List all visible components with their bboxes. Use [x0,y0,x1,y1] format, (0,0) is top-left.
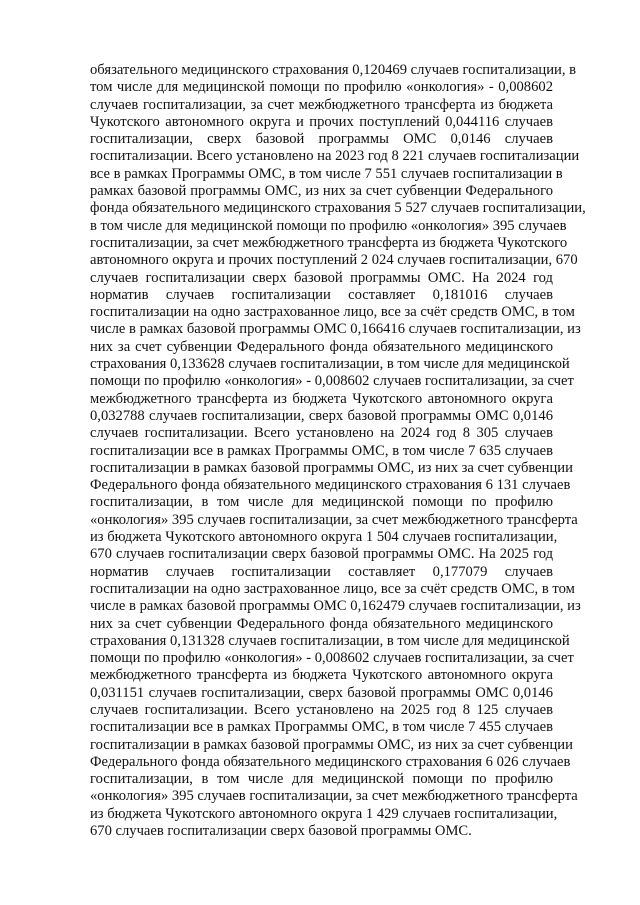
text-line: все в рамках Программы ОМС, в том числе 7 551 случаев госпитализации в [90,165,563,182]
text-line: случаев госпитализации. Всего установлено на 2025 год 8 125 случаев [90,701,553,718]
text-line: числе в рамках базовой программы ОМС 0,166416 случаев госпитализации, из [90,321,581,338]
text-line: из бюджета Чукотского автономного округа 1 429 случаев госпитализации, [90,805,558,822]
text-line: числе в рамках базовой программы ОМС 0,162479 случаев госпитализации, из [90,598,581,615]
text-line: 0,031151 случаев госпитализации, сверх базовой программы ОМС 0,0146 [90,684,553,701]
body-paragraph [90,62,586,840]
text-line: госпитализации, сверх базовой программы ОМС 0,0146 случаев [90,131,553,148]
text-line: страхования 0,133628 случаев госпитализации, в том числе для медицинской [90,356,570,373]
text-line: госпитализации в рамках базовой программы ОМС, из них за счет субвенции [90,736,573,753]
text-line: рамках базовой программы ОМС, из них за счет субвенции Федерального [90,183,553,200]
text-line: госпитализации на одно застрахованное лицо, все за счёт средств ОМС, в том [90,580,575,597]
text-line: случаев госпитализации. Всего установлено на 2024 год 8 305 случаев [90,425,553,442]
text-line: госпитализации все в рамках Программы ОМС, в том числе 7 455 случаев [90,719,553,736]
text-line: них за счет субвенции Федерального фонда обязательного медицинского [90,338,553,355]
text-line: них за счет субвенции Федерального фонда обязательного медицинского [90,615,553,632]
text-line: госпитализации, в том числе для медицинской помощи по профилю [90,494,553,511]
text-line: госпитализации, в том числе для медицинской помощи по профилю [90,771,553,788]
text-line: госпитализации на одно застрахованное лицо, все за счёт средств ОМС, в том [90,304,575,321]
text-line: случаев госпитализации, за счет межбюджетного трансферта из бюджета [90,96,553,113]
text-line: том числе для медицинской помощи по профилю «онкология» - 0,008602 [90,79,553,96]
text-line: «онкология» 395 случаев госпитализации, за счет межбюджетного трансферта [90,788,578,805]
text-line: Федерального фонда обязательного медицинского страхования 6 026 случаев [90,753,571,770]
text-line: норматив случаев госпитализации составляет 0,177079 случаев [90,563,553,580]
text-line: в том числе для медицинской помощи по профилю «онкология» 395 случаев [90,217,567,234]
text-line: 670 случаев госпитализации сверх базовой программы ОМС. На 2025 год [90,546,553,563]
text-line: из бюджета Чукотского автономного округа 1 504 случаев госпитализации, [90,529,558,546]
text-line: Федерального фонда обязательного медицинского страхования 6 131 случаев [90,477,571,494]
text-line: норматив случаев госпитализации составляет 0,181016 случаев [90,286,553,303]
text-line: 670 случаев госпитализации сверх базовой программы ОМС. [90,823,472,840]
text-line: госпитализации, за счет межбюджетного трансферта из бюджета Чукотского [90,234,568,251]
text-line: 0,032788 случаев госпитализации, сверх базовой программы ОМС 0,0146 [90,407,553,424]
text-line: фонда обязательного медицинского страхования 5 527 случаев госпитализации, [90,200,586,217]
text-line: обязательного медицинского страхования 0,120469 случаев госпитализации, в [90,62,577,78]
text-line: госпитализации. Всего установлено на 2023 год 8 221 случаев госпитализации [90,148,580,165]
document-page [90,62,586,840]
text-line: помощи по профилю «онкология» - 0,008602 случаев госпитализации, за счет [90,650,574,667]
text-line: автономного округа и прочих поступлений 2 024 случаев госпитализации, 670 [90,252,578,269]
text-line: госпитализации все в рамках Программы ОМС, в том числе 7 635 случаев [90,442,553,459]
text-line: Чукотского автономного округа и прочих поступлений 0,044116 случаев [90,113,553,130]
text-line: «онкология» 395 случаев госпитализации, за счет межбюджетного трансферта [90,511,578,528]
text-line: межбюджетного трансферта из бюджета Чукотского автономного округа [90,667,553,684]
text-line: госпитализации в рамках базовой программы ОМС, из них за счет субвенции [90,459,573,476]
text-line: помощи по профилю «онкология» - 0,008602 случаев госпитализации, за счет [90,373,574,390]
text-line: межбюджетного трансферта из бюджета Чукотского автономного округа [90,390,553,407]
text-line: страхования 0,131328 случаев госпитализации, в том числе для медицинской [90,632,570,649]
text-line: случаев госпитализации сверх базовой программы ОМС. На 2024 год [90,269,553,286]
